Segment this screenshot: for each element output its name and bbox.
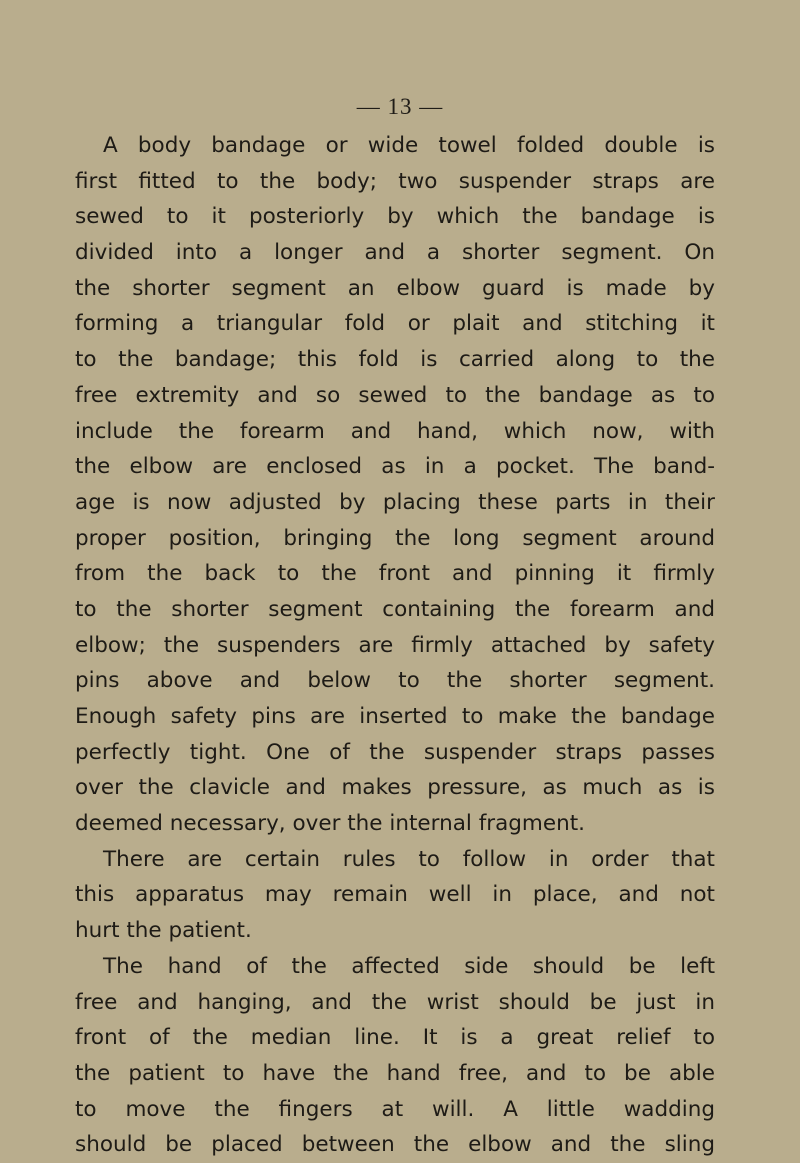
text-line: this apparatus may remain well in place, and not — [75, 882, 715, 908]
text-line: first fitted to the body; two suspender straps are — [75, 168, 715, 194]
text-line: deemed necessary, over the internal fragment. — [75, 811, 585, 837]
text-line: from the back to the front and pinning it firmly — [75, 561, 715, 587]
text-line: forming a triangular fold or plait and stitching it — [75, 311, 715, 337]
text-line: free extremity and so sewed to the bandage as to — [75, 382, 715, 408]
text-line: to the bandage; this fold is carried along to the — [75, 347, 715, 373]
text-line: Enough safety pins are inserted to make the bandage — [75, 704, 715, 729]
page-number: — 13 — — [356, 94, 444, 119]
text-line: should be placed between the elbow and the sling — [75, 1132, 715, 1158]
text-line: to the shorter segment containing the forearm and — [75, 596, 715, 622]
text-line: elbow; the suspenders are firmly attached by safety — [75, 632, 715, 658]
text-line: age is now adjusted by placing these parts in their — [75, 489, 715, 515]
text-line: the elbow are enclosed as in a pocket. The band- — [75, 454, 715, 480]
text-line: the shorter segment an elbow guard is made by — [75, 275, 715, 301]
text-line: free and hanging, and the wrist should be just in — [75, 989, 715, 1015]
text-line: over the clavicle and makes pressure, as much as is — [75, 775, 715, 801]
text-line: pins above and below to the shorter segment. — [75, 668, 715, 694]
text-line: include the forearm and hand, which now, with — [75, 418, 715, 444]
text-line: the patient to have the hand free, and to be able — [75, 1060, 715, 1086]
text-line: hurt the patient. — [75, 918, 252, 944]
text-line: perfectly tight. One of the suspender straps passes — [75, 739, 715, 765]
text-line: proper position, bringing the long segment around — [75, 525, 715, 551]
text-line: sewed to it posteriorly by which the bandage is — [75, 204, 715, 230]
text-line: to move the fingers at will. A little wadding — [75, 1096, 715, 1122]
text-line: A body bandage or wide towel folded double is — [103, 133, 715, 158]
text-line: There are certain rules to follow in order that — [103, 846, 715, 872]
text-line: The hand of the affected side should be left — [103, 953, 715, 979]
text-line: divided into a longer and a shorter segment. On — [75, 240, 715, 266]
body-text — [75, 128, 715, 1163]
text-line: front of the median line. It is a great relief to — [75, 1025, 715, 1051]
